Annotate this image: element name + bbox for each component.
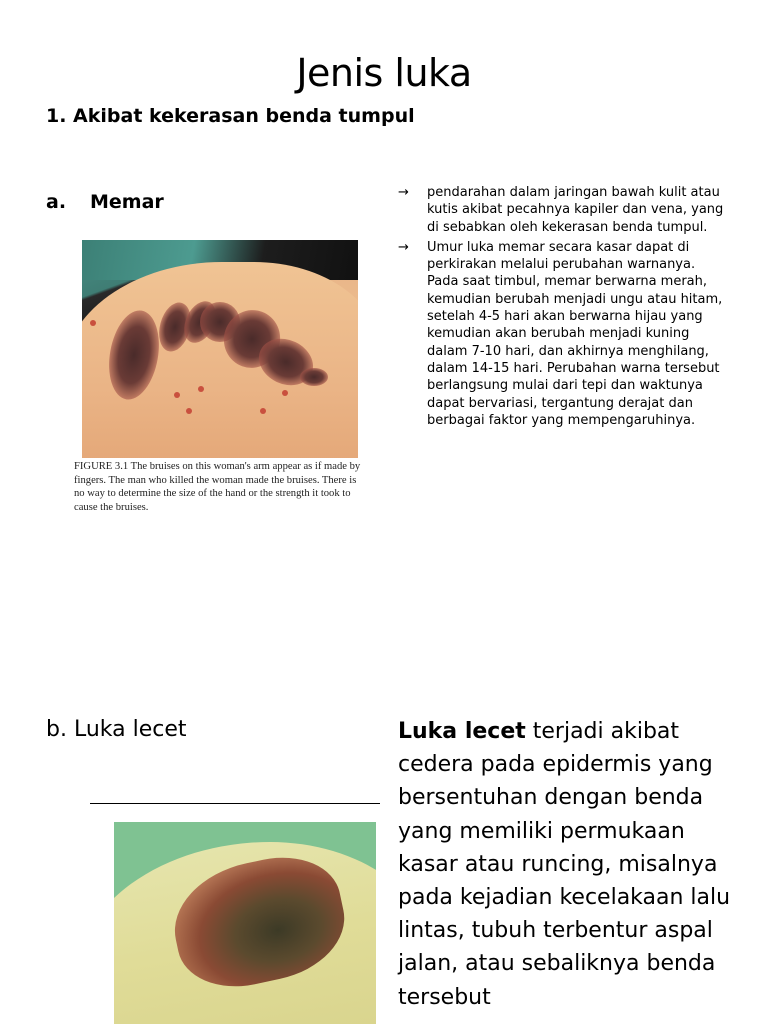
- luka-lecet-text: terjadi akibat cedera pada epidermis yang bersentuhan dengan benda yang memiliki permukaan kasar atau runcing, misalnya pada kejadian kecelakaan lalu lintas, tubuh terbentur aspal jalan, atau sebaliknya benda tersebut: [398, 719, 731, 1010]
- section-heading: 1. Akibat kekerasan benda tumpul: [46, 105, 415, 127]
- page-title: Jenis luka: [296, 51, 472, 95]
- subsection-memar-heading: [46, 188, 164, 216]
- luka-lecet-description: [398, 715, 738, 1014]
- luka-lecet-term: Luka lecet: [398, 719, 526, 744]
- abrasion-photo: [114, 822, 376, 1024]
- arrow-right-icon: →: [398, 239, 409, 255]
- bruise-photo: [82, 240, 358, 458]
- bullet-text: Umur luka memar secara kasar dapat di perkirakan melalui perubahan warnanya. Pada saat timbul, memar berwarna merah, kemudian berubah menjadi ungu atau hitam, setelah 4-5 hari akan berwarna hijau yang kemudian akan berubah menjadi kuning dalam 7-10 hari, dan akhirnya menghilang, dalam 14-15 hari. Perubahan warna tersebut berlangsung mulai dari tepi dan waktunya dapat bervariasi, tergantung derajat dan berbagai faktor yang mempengaruhinya.: [427, 239, 723, 428]
- subsection-memar-label: Memar: [90, 191, 164, 213]
- memar-bullet-list: [398, 184, 728, 432]
- list-item: [398, 239, 728, 429]
- figure-caption: FIGURE 3.1 The bruises on this woman's arm appear as if made by fingers. The man who killed the woman made the bruises. There is no way to determine the size of the hand or the strength it took to cause the bruises.: [74, 461, 361, 513]
- subsection-luka-lecet-heading: b. Luka lecet: [46, 717, 187, 742]
- arrow-right-icon: →: [398, 185, 409, 200]
- list-item: [398, 184, 728, 236]
- bullet-text: pendarahan dalam jaringan bawah kulit atau kutis akibat pecahnya kapiler dan vena, yang di sebabkan oleh kekerasan benda tumpul.: [427, 185, 724, 235]
- divider: [90, 803, 380, 804]
- list-marker: a.: [46, 191, 67, 213]
